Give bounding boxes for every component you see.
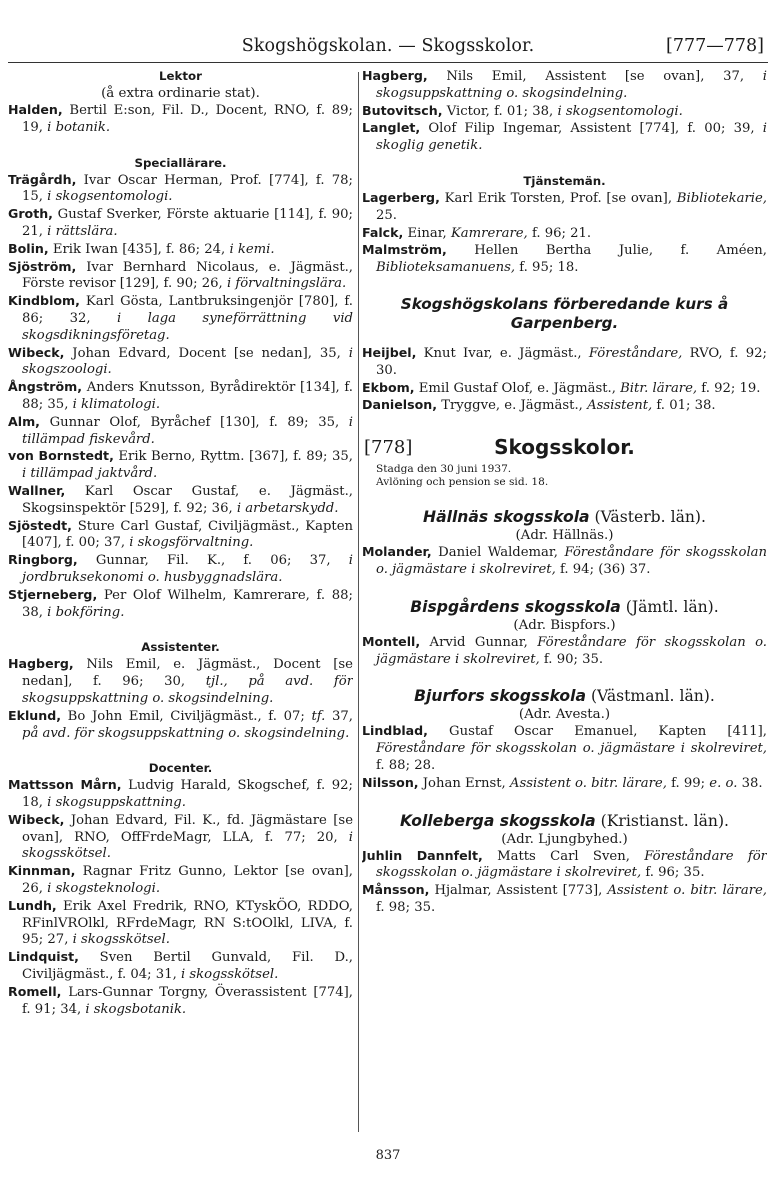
running-title: Skogshögskolan. — Skogsskolor. bbox=[241, 36, 535, 56]
entry-angstrom: Ångström, Anders Knutsson, Byrådirektör [134], f. 88; 35, i klimatologi. bbox=[8, 379, 353, 412]
entry-alm: Alm, Gunnar Olof, Byråchef [130], f. 89; 35, i tillämpad fiskevård. bbox=[8, 413, 353, 447]
entry-molander: Molander, Daniel Waldemar, Föreståndare för skogsskolan o. jägmästare i skolreviret, f. 94; (36) 37. bbox=[362, 544, 767, 577]
entry-wibeck-docent: Wibeck, Johan Edvard, Fil. K., fd. Jägmästare [se ovan], RNO, OffFrdeMagr, LLA, f. 77; 20, i skogsskötsel. bbox=[8, 811, 353, 862]
entry-heijbel: Heijbel, Knut Ivar, e. Jägmäst., Föreståndare, RVO, f. 92; 30. bbox=[362, 344, 767, 378]
entry-kindblom: Kindblom, Karl Gösta, Lantbruksingenjör [780], f. 86; 32, i laga syneförrättning vid skogsdikningsföretag. bbox=[8, 293, 353, 343]
entry-mansson: Månsson, Hjalmar, Assistent [773], Assistent o. bitr. lärare, f. 98; 35. bbox=[362, 882, 767, 915]
entry-sjostrom: Sjöström, Ivar Bernhard Nicolaus, e. Jägmäst., Förste revisor [129], f. 90; 26, i förvaltningslära. bbox=[8, 258, 353, 292]
entry-malmstrom: Malmström, Hellen Bertha Julie, f. Améen, Biblioteksamanuens, f. 95; 18. bbox=[362, 242, 767, 276]
entry-dannfelt: Juhlin Dannfelt, Matts Carl Sven, Föreståndare för skogsskolan o. jägmästare i skolreviret, f. 96; 35. bbox=[362, 847, 767, 881]
entry-wallner: Wallner, Karl Oscar Gustaf, e. Jägmäst., Skogsinspektör [529], f. 92; 36, i arbetarskydd. bbox=[8, 482, 353, 516]
entry-hagberg: Hagberg, Nils Emil, e. Jägmäst., Docent [se nedan], f. 96; 30, tjl., på avd. för skogsuppskattning o. skogsindelning. bbox=[8, 656, 353, 706]
entry-montell: Montell, Arvid Gunnar, Föreståndare för skogsskolan o. jägmästare i skolreviret, f. 90; 35. bbox=[362, 633, 767, 667]
address-hallnas: (Adr. Hällnäs.) bbox=[515, 528, 614, 544]
entry-langlet: Langlet, Olof Filip Ingemar, Assistent [774], f. 00; 39, i skoglig genetik. bbox=[362, 120, 767, 154]
entry-bolin: Bolin, Erik Iwan [435], f. 86; 24, i kemi. bbox=[8, 240, 275, 257]
entry-ringborg: Ringborg, Gunnar, Fil. K., f. 06; 37, i jordbruksekonomi o. husbyggnadslära. bbox=[8, 552, 353, 585]
entry-lundh: Lundh, Erik Axel Fredrik, RNO, KTyskÖO, RDDO, RFinlVROlkl, RFrdeMagr, RN S:tOOlkl, LIVA, f. 95; 27, i skogsskötsel. bbox=[8, 897, 353, 948]
entry-bornstedt: von Bornstedt, Erik Berno, Ryttm. [367], f. 89; 35, i tillämpad jaktvård. bbox=[8, 448, 353, 482]
entry-nilsson: Nilsson, Johan Ernst, Assistent o. bitr. lärare, f. 99; e. o. 38. bbox=[362, 774, 763, 791]
entry-hagberg-2: Hagberg, Nils Emil, Assistent [se ovan], 37, i skogsuppskattning o. skogsindelning. bbox=[362, 68, 767, 101]
entry-sjostedt: Sjöstedt, Sture Carl Gustaf, Civiljägmäst., Kapten [407], f. 00; 37, i skogsförvaltning. bbox=[8, 517, 353, 551]
school-heading-bispgarden: Bispgårdens skogsskola (Jämtl. län). bbox=[410, 597, 719, 616]
section-subheading: (å extra ordinarie stat). bbox=[101, 86, 260, 101]
address-kolleberga: (Adr. Ljungbyhed.) bbox=[501, 831, 628, 847]
entry-wibeck: Wibeck, Johan Edvard, Docent [se nedan], 35, i skogszoologi. bbox=[8, 344, 353, 378]
entry-stjerneberg: Stjerneberg, Per Olof Wilhelm, Kamrerare, f. 88; 38, i bokföring. bbox=[8, 586, 353, 620]
entry-lagerberg: Lagerberg, Karl Erik Torsten, Prof. [se ovan], Bibliotekarie, 25. bbox=[362, 189, 767, 223]
address-bispgarden: (Adr. Bispfors.) bbox=[513, 617, 616, 633]
part-number: [778] bbox=[364, 437, 413, 459]
column-divider bbox=[358, 72, 359, 1132]
page-range: [777—778] bbox=[666, 36, 764, 56]
section-heading-speciallarare: Speciallärare. bbox=[134, 155, 227, 170]
entry-danielson: Danielson, Tryggve, e. Jägmäst., Assistent, f. 01; 38. bbox=[362, 397, 716, 414]
entry-mattsson: Mattsson Mårn, Ludvig Harald, Skogschef, f. 92; 18, i skogsuppskattning. bbox=[8, 777, 353, 811]
school-heading-kolleberga: Kolleberga skogsskola (Kristianst. län). bbox=[400, 811, 729, 830]
entry-halden: Halden, Bertil E:son, Fil. D., Docent, RNO, f. 89; 19, i botanik. bbox=[8, 102, 353, 135]
entry-butovitsch: Butovitsch, Victor, f. 01; 38, i skogsentomologi. bbox=[362, 102, 683, 119]
section-heading-docenter: Docenter. bbox=[148, 761, 213, 776]
entry-kinnman: Kinnman, Ragnar Fritz Gunno, Lektor [se ovan], 26, i skogsteknologi. bbox=[8, 863, 353, 897]
entry-falck: Falck, Einar, Kamrerare, f. 96; 21. bbox=[362, 224, 592, 241]
section-heading-lektor: Lektor bbox=[159, 69, 202, 83]
school-heading-bjurfors: Bjurfors skogsskola (Västmanl. län). bbox=[414, 687, 715, 706]
avloning-note: Avlöning och pension se sid. 18. bbox=[376, 476, 549, 489]
section-heading-tjanstemaen: Tjänstemän. bbox=[523, 173, 606, 188]
section-heading-forberedande-kurs: Skogshögskolans förberedande kurs å Garpenberg. bbox=[400, 294, 729, 332]
entry-lindblad: Lindblad, Gustaf Oscar Emanuel, Kapten [411], Föreståndare för skogsskolan o. jägmästare i skolreviret, f. 88; 28. bbox=[362, 723, 767, 773]
part-title: Skogsskolor. bbox=[494, 435, 635, 460]
left-column bbox=[8, 68, 353, 1143]
address-bjurfors: (Adr. Avesta.) bbox=[518, 707, 611, 723]
school-heading-hallnas: Hällnäs skogsskola (Västerb. län). bbox=[423, 508, 706, 527]
stadga-note: Stadga den 30 juni 1937. bbox=[376, 463, 512, 476]
page-number: 837 bbox=[375, 1148, 401, 1163]
entry-eklund: Eklund, Bo John Emil, Civiljägmäst., f. 07; tf. 37, på avd. för skogsuppskattning o. skogsindelning. bbox=[8, 707, 353, 741]
entry-lindquist: Lindquist, Sven Bertil Gunvald, Fil. D., Civiljägmäst., f. 04; 31, i skogsskötsel. bbox=[8, 949, 353, 983]
section-heading-assistenter: Assistenter. bbox=[141, 640, 220, 655]
entry-tragardh: Trägårdh, Ivar Oscar Herman, Prof. [774], f. 78; 15, i skogsentomologi. bbox=[8, 171, 353, 205]
entry-romell: Romell, Lars-Gunnar Torgny, Överassistent [774], f. 91; 34, i skogsbotanik. bbox=[8, 983, 353, 1017]
entry-groth: Groth, Gustaf Sverker, Förste aktuarie [114], f. 90; 21, i rättslära. bbox=[8, 206, 353, 239]
page-header bbox=[8, 36, 768, 63]
entry-ekbom: Ekbom, Emil Gustaf Olof, e. Jägmäst., Bitr. lärare, f. 92; 19. bbox=[362, 379, 761, 396]
right-column bbox=[362, 68, 767, 1143]
part-heading bbox=[362, 429, 767, 463]
